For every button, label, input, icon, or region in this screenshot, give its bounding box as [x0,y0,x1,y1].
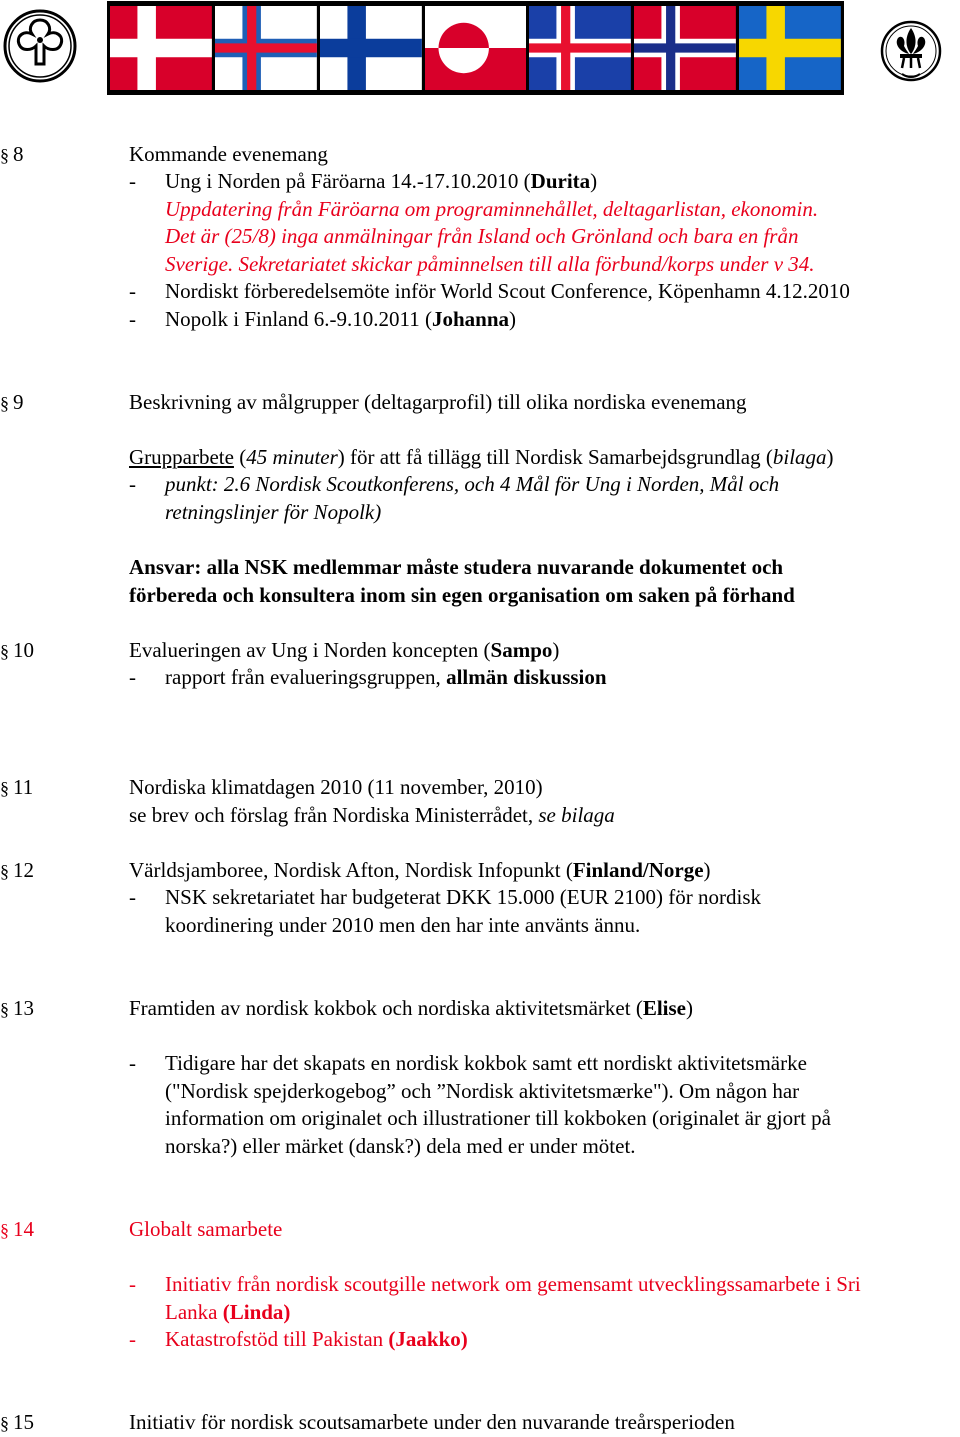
list-item: rapport från evalueringsgruppen, allmän diskussion [165,665,607,689]
list-item: Nopolk i Finland 6.-9.10.2011 (Johanna) [165,307,517,331]
note-line: Sverige. Sekretariatet skickar påminnelsen till alla förbund/korps under v 34. [165,252,815,276]
dash: - [129,307,136,331]
section-title: Initiativ för nordisk scoutsamarbete under den nuvarande treårsperioden [129,1410,735,1434]
list-item: punkt: 2.6 Nordisk Scoutkonferens, och 4 Mål för Ung i Norden, Mål och [165,472,780,496]
section-title: Beskrivning av målgrupper (deltagarprofil) till olika nordiska evenemang [129,390,747,414]
section-number: § 11 [0,775,34,799]
responsibility-line: förbereda och konsultera inom sin egen organisation om saken på förhand [129,583,795,607]
section-title: Evalueringen av Ung i Norden koncepten (Sampo) [129,638,560,662]
list-item: Initiativ från nordisk scoutgille network om gemensamt utvecklingssamarbete i Sri [165,1272,861,1296]
dash: - [129,665,136,689]
list-item-continued: norska?) eller märket (dansk?) dela med er under mötet. [165,1134,636,1158]
section-title: Nordiska klimatdagen 2010 (11 november, 2010) [129,775,543,799]
list-item-continued: koordinering under 2010 men den har inte använts ännu. [165,913,641,937]
flag-norway [634,6,736,90]
dash: - [129,472,136,496]
section-number: § 8 [0,142,24,166]
list-item: NSK sekretariatet har budgeterat DKK 15.000 (EUR 2100) för nordisk [165,885,762,909]
flag-finland [320,6,422,90]
responsibility-line: Ansvar: alla NSK medlemmar måste studera nuvarande dokumentet och [129,555,784,579]
list-item-continued: ("Nordisk spejderkogebog” och ”Nordisk aktivitetsmærke"). Om någon har [165,1079,800,1103]
section-number: § 9 [0,390,24,414]
dash: - [129,279,136,303]
section-number: § 14 [0,1217,34,1241]
note-line: Det är (25/8) inga anmälningar från Island och Grönland och bara en från [165,224,799,248]
section-number: § 13 [0,996,34,1020]
flag-denmark [110,6,212,90]
nordic-flags-banner [107,1,844,95]
list-item: Nordiskt förberedelsemöte inför World Scout Conference, Köpenhamn 4.12.2010 [165,279,850,303]
list-item-continued: information om originalet och illustrationer till kokboken (originalet är gjort på [165,1106,832,1130]
group-work-line: Grupparbete (45 minuter) för att få tillägg till Nordisk Samarbejdsgrundlag (bilaga) [129,445,834,469]
flag-faroe-islands [215,6,317,90]
scout-fleur-de-lis-logo [880,18,942,88]
section-title: Globalt samarbete [129,1217,283,1241]
section-title: Kommande evenemang [129,142,328,166]
list-item: Ung i Norden på Färöarna 14.-17.10.2010 (Durita) [165,169,598,193]
dash: - [129,1051,136,1075]
list-item: Katastrofstöd till Pakistan (Jaakko) [165,1327,468,1351]
note-line: Uppdatering från Färöarna om programinnehållet, deltagarlistan, ekonomin. [165,197,819,221]
section-number: § 15 [0,1410,34,1434]
dash: - [129,1272,136,1296]
flag-iceland [529,6,631,90]
wagggs-trefoil-logo [2,4,78,88]
flag-greenland [425,6,527,90]
list-item-continued: retningslinjer för Nopolk) [165,500,382,524]
list-item-continued: Lanka (Linda) [165,1300,291,1324]
section-number: § 12 [0,858,34,882]
flag-sweden [739,6,841,90]
section-number: § 10 [0,638,34,662]
list-item: Tidigare har det skapats en nordisk kokbok samt ett nordiskt aktivitetsmärke [165,1051,807,1075]
dash: - [129,885,136,909]
section-title: Världsjamboree, Nordisk Afton, Nordisk Infopunkt (Finland/Norge) [129,858,711,882]
dash: - [129,169,136,193]
section-title: Framtiden av nordisk kokbok och nordiska aktivitetsmärket (Elise) [129,996,693,1020]
section-line: se brev och förslag från Nordiska Ministerrådet, se bilaga [129,803,615,827]
dash: - [129,1327,136,1351]
